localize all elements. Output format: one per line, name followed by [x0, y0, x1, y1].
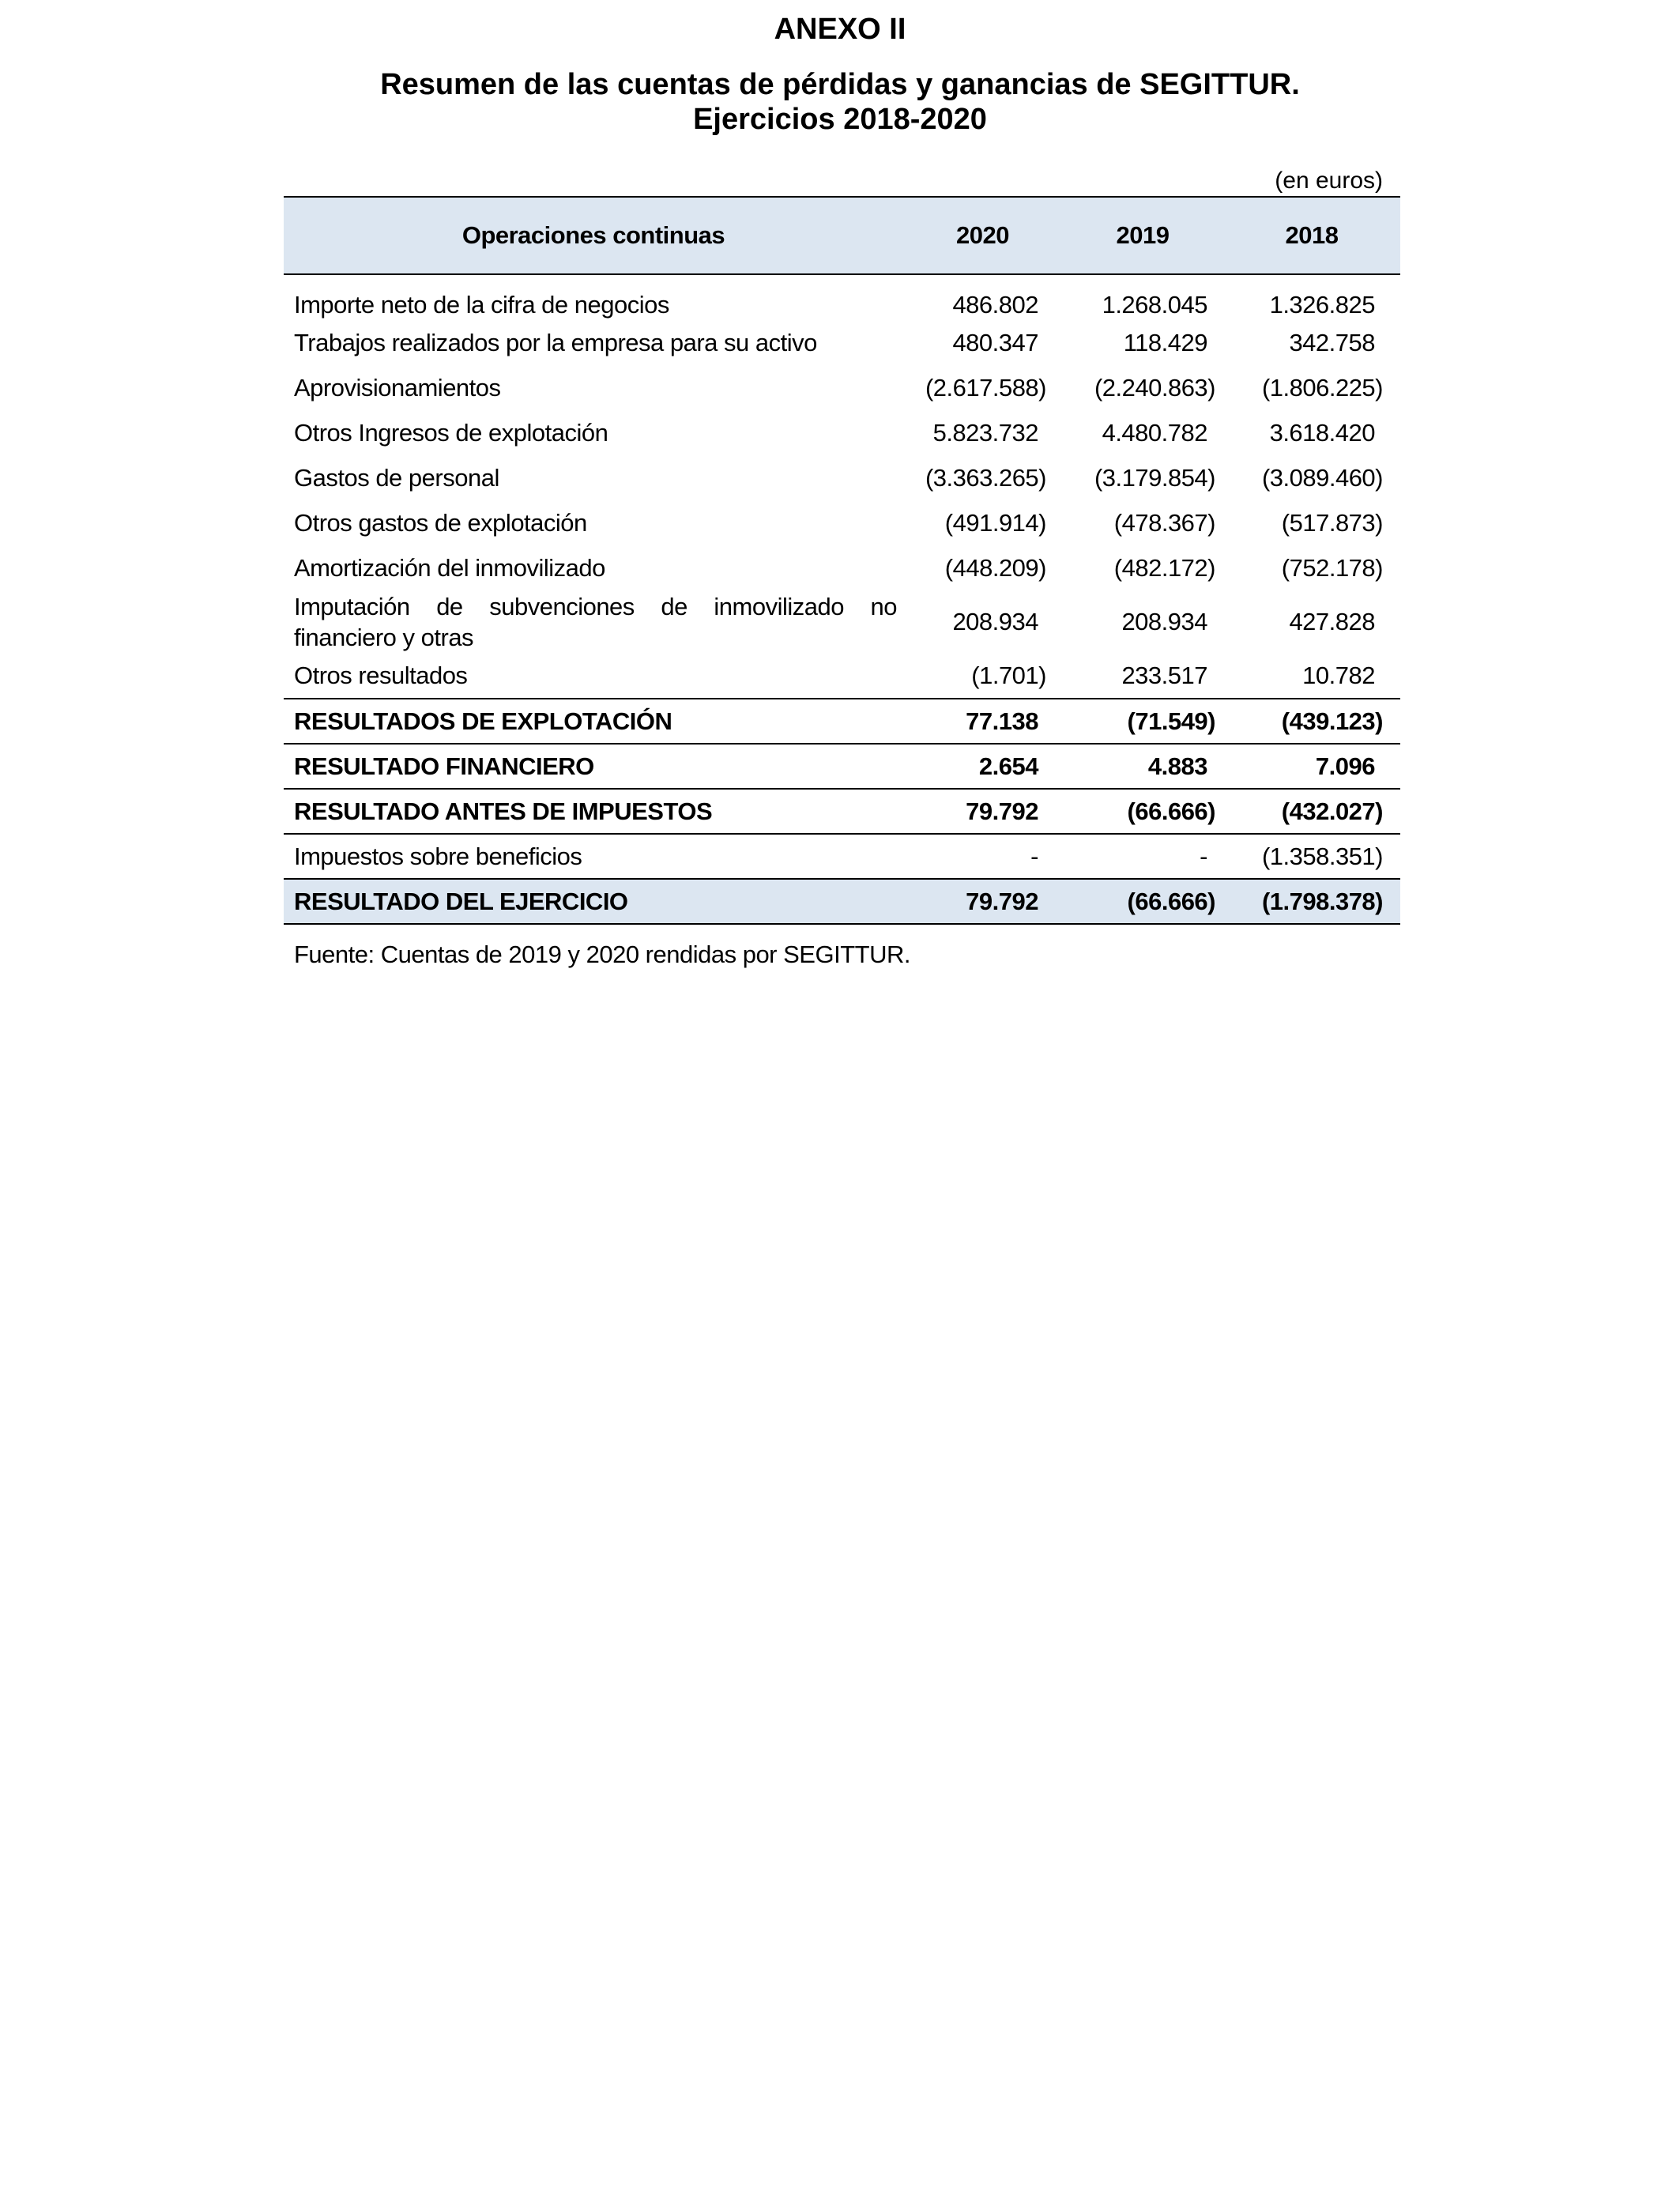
value-2020: 486.802	[952, 290, 1038, 319]
table-row-total	[284, 879, 1400, 924]
value-2019: (482.172)	[1113, 554, 1215, 582]
value-2018: (1.798.378)	[1223, 879, 1400, 924]
income-statement-table	[284, 196, 1400, 925]
value-2018: (752.178)	[1281, 554, 1383, 582]
column-header-2020: 2020	[903, 197, 1062, 274]
value-2018: (1.806.225)	[1261, 374, 1383, 402]
value-2018: 10.782	[1302, 662, 1375, 690]
column-header-2018: 2018	[1223, 197, 1400, 274]
value-2019: 4.480.782	[1102, 419, 1207, 447]
table-row	[284, 834, 1400, 879]
value-2019: (478.367)	[1113, 509, 1215, 537]
row-label: Importe neto de la cifra de negocios	[294, 291, 669, 319]
value-2018: 3.618.420	[1269, 419, 1375, 447]
table-header-row	[284, 197, 1400, 274]
unit-note: (en euros)	[1275, 168, 1383, 194]
row-label: RESULTADO DEL EJERCICIO	[284, 879, 903, 924]
value-2019: (3.179.854)	[1094, 464, 1215, 492]
value-2020: -	[903, 834, 1062, 879]
value-2018: (3.089.460)	[1261, 464, 1383, 492]
value-2020: (448.209)	[944, 554, 1046, 582]
value-2018: (517.873)	[1281, 509, 1383, 537]
row-label: Aprovisionamientos	[294, 374, 501, 402]
table-row	[284, 321, 1400, 366]
document-title-line-2: Ejercicios 2018-2020	[693, 103, 987, 136]
table-row	[284, 654, 1400, 699]
value-2020: (3.363.265)	[925, 464, 1046, 492]
value-2018: (432.027)	[1223, 789, 1400, 834]
value-2018: (1.358.351)	[1223, 834, 1400, 879]
value-2020: 79.792	[903, 879, 1062, 924]
row-label: RESULTADOS DE EXPLOTACIÓN	[284, 699, 903, 744]
value-2018: 1.326.825	[1269, 290, 1375, 319]
row-label: Impuestos sobre beneficios	[284, 834, 903, 879]
value-2019: (66.666)	[1062, 879, 1223, 924]
value-2020: 2.654	[903, 744, 1062, 789]
value-2019: (66.666)	[1062, 789, 1223, 834]
row-label: Trabajos realizados por la empresa para su activo	[294, 329, 817, 357]
value-2020: (1.701)	[971, 662, 1046, 690]
value-2020: (491.914)	[944, 509, 1046, 537]
row-label: RESULTADO ANTES DE IMPUESTOS	[284, 789, 903, 834]
table-row-subtotal	[284, 699, 1400, 744]
value-2020: 5.823.732	[932, 419, 1038, 447]
row-label: Otros resultados	[294, 662, 468, 690]
value-2019: 118.429	[1123, 329, 1207, 357]
value-2020: 77.138	[903, 699, 1062, 744]
table-row	[284, 591, 1400, 654]
annex-heading: ANEXO II	[774, 13, 906, 46]
table-row	[284, 546, 1400, 591]
row-label: RESULTADO FINANCIERO	[284, 744, 903, 789]
value-2020: 79.792	[903, 789, 1062, 834]
row-label: Otros gastos de explotación	[294, 509, 587, 537]
table-row	[284, 456, 1400, 501]
row-label: Gastos de personal	[294, 464, 499, 492]
row-label: Amortización del inmovilizado	[294, 554, 605, 582]
value-2018: 427.828	[1289, 608, 1375, 636]
row-label: Imputación de subvenciones de inmovilizado no financiero y otras	[294, 592, 897, 652]
value-2019: 208.934	[1121, 608, 1207, 636]
table-row	[284, 366, 1400, 411]
value-2019: 4.883	[1062, 744, 1223, 789]
value-2019: -	[1062, 834, 1223, 879]
value-2019: 1.268.045	[1102, 290, 1207, 319]
source-note: Fuente: Cuentas de 2019 y 2020 rendidas por SEGITTUR.	[294, 941, 910, 968]
table-row	[284, 501, 1400, 546]
value-2020: 480.347	[952, 329, 1038, 357]
row-label: Otros Ingresos de explotación	[294, 419, 608, 447]
column-header-2019: 2019	[1062, 197, 1223, 274]
value-2020: 208.934	[952, 608, 1038, 636]
value-2019: (71.549)	[1062, 699, 1223, 744]
value-2019: (2.240.863)	[1094, 374, 1215, 402]
value-2020: (2.617.588)	[925, 374, 1046, 402]
document-title-line-1: Resumen de las cuentas de pérdidas y ganancias de SEGITTUR.	[380, 68, 1300, 101]
table-row-subtotal	[284, 789, 1400, 834]
table-row	[284, 274, 1400, 321]
value-2018: (439.123)	[1223, 699, 1400, 744]
column-header-operations: Operaciones continuas	[284, 197, 903, 274]
table-row	[284, 411, 1400, 456]
value-2018: 342.758	[1289, 329, 1375, 357]
value-2018: 7.096	[1223, 744, 1400, 789]
table-row-subtotal	[284, 744, 1400, 789]
value-2019: 233.517	[1121, 662, 1207, 690]
